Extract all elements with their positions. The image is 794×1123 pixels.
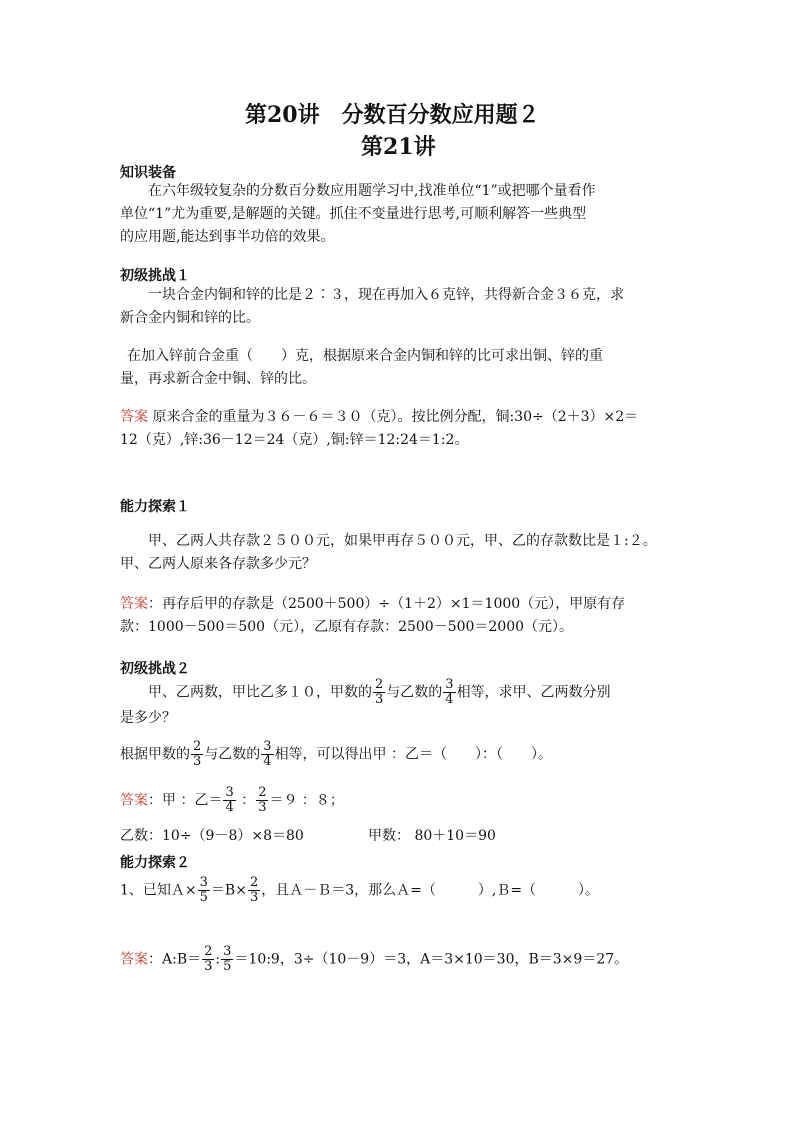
explore1-question-1: 甲、乙两人共存款２５００元，如果甲再存５００元，甲、乙的存款数比是１:２。 xyxy=(148,533,657,549)
fraction-3-4: $\frac{3}{4}$ xyxy=(225,785,234,815)
answer-label: 答案 xyxy=(120,951,148,968)
page-subtitle: 第21讲 xyxy=(361,134,436,160)
hint-text-a: 根据甲数的 xyxy=(120,746,190,763)
challenge2-question-2: 是多少？ xyxy=(120,710,176,726)
ans-text-c: ＝10:9，3÷（10－9）＝3，A＝3×10＝30，B＝3×9＝27。 xyxy=(234,951,629,968)
knowledge-line-3: 的应用题,能达到事半功倍的效果。 xyxy=(120,229,335,245)
challenge1-answer-2: 12（克）,锌:36－12＝24（克）,铜:锌＝12:24＝1:2。 xyxy=(120,432,469,448)
challenge2-hint xyxy=(120,740,552,769)
challenge1-heading: 初级挑战１ xyxy=(120,268,190,284)
fraction-3-5: $\frac{3}{5}$ xyxy=(223,944,232,974)
q-text-a: 甲、乙两数，甲比乙多１０，甲数的 xyxy=(148,684,372,701)
challenge2-answer xyxy=(120,786,344,815)
fraction-3-5: $\frac{3}{5}$ xyxy=(199,875,208,905)
ans-text-b: : xyxy=(215,951,221,968)
answer-label: 答案 xyxy=(120,596,148,612)
ans-text-c: ＝９ ：８； xyxy=(269,792,344,809)
explore1-answer-text-1: ：再存后甲的存款是（2500＋500）÷（1＋2）×1＝1000（元），甲原有存 xyxy=(148,596,626,612)
challenge2-question-1 xyxy=(148,678,611,707)
explore2-question xyxy=(120,876,599,905)
fraction-3-4: $\frac{3}{4}$ xyxy=(263,739,272,769)
knowledge-line-2: 单位“1”尤为重要,是解题的关键。抓住不变量进行思考,可顺利解答一些典型 xyxy=(120,206,587,222)
hint-text-b: 与乙数的 xyxy=(204,746,261,763)
explore1-answer-1 xyxy=(120,593,625,615)
explore1-answer-2: 款：1000－500＝500（元），乙原有存款：2500－500＝2000（元）。 xyxy=(120,619,574,635)
q-text-b: 与乙数的 xyxy=(386,684,443,701)
page-title: 第20讲 分数百分数应用题２ xyxy=(245,102,540,128)
fraction-2-3: $\frac{2}{3}$ xyxy=(249,875,259,905)
challenge1-question-1: 一块合金内铜和锌的比是２∶３，现在再加入６克锌，共得新合金３６克，求 xyxy=(148,287,624,303)
hint-text-c: 相等，可以得出甲 ：乙＝（ ）：（ ）。 xyxy=(274,746,553,763)
explore1-heading: 能力探索１ xyxy=(120,499,190,515)
fraction-2-3: $\frac{2}{3}$ xyxy=(193,739,202,769)
challenge1-hint-1: 在加入锌前合金重（ ）克，根据原来合金内铜和锌的比可求出铜、锌的重 xyxy=(127,348,603,364)
fraction-3-4: $\frac{3}{4}$ xyxy=(445,677,454,707)
challenge1-answer-text-1: 原来合金的重量为３６－６＝３０（克）。按比例分配，铜:30÷（2＋3）×2＝ xyxy=(152,409,639,425)
challenge2-heading: 初级挑战２ xyxy=(120,661,190,677)
answer-label: 答案 xyxy=(120,409,148,425)
fraction-2-3: $\frac{2}{3}$ xyxy=(204,944,213,974)
fraction-2-3: $\frac{2}{3}$ xyxy=(258,785,267,815)
q-text-c: 相等，求甲、乙两数分别 xyxy=(456,684,611,701)
q-text-b: ＝B× xyxy=(210,882,247,899)
explore1-question-2: 甲、乙两人原来各存款多少元？ xyxy=(120,556,316,572)
q-text-a: 1、已知Ａ× xyxy=(120,882,197,899)
explore2-answer xyxy=(120,945,628,974)
challenge2-line-a: 甲数： 80＋10＝90 xyxy=(368,828,496,844)
challenge1-answer-1 xyxy=(120,406,638,428)
explore2-heading: 能力探索２ xyxy=(120,855,190,871)
ans-text-a: ：甲 ：乙＝ xyxy=(148,792,223,809)
knowledge-heading: 知识装备 xyxy=(120,165,176,181)
fraction-2-3: $\frac{2}{3}$ xyxy=(375,677,384,707)
answer-label: 答案 xyxy=(120,792,148,809)
challenge1-hint-2: 量，再求新合金中铜、锌的比。 xyxy=(120,371,316,387)
challenge1-question-2: 新合金内铜和锌的比。 xyxy=(120,310,260,326)
q-text-c: ，且Ａ－Ｂ＝3，那么Ａ=（ ）,Ｂ=（ ）。 xyxy=(261,882,600,899)
challenge2-line-b: 乙数：10÷（9－8）×8＝80 xyxy=(120,828,304,844)
knowledge-line-1: 在六年级较复杂的分数百分数应用题学习中,找准单位“1”或把哪个量看作 xyxy=(148,183,596,199)
ans-text-b: ： xyxy=(236,792,256,809)
ans-text-a: ：A:B＝ xyxy=(148,951,202,968)
